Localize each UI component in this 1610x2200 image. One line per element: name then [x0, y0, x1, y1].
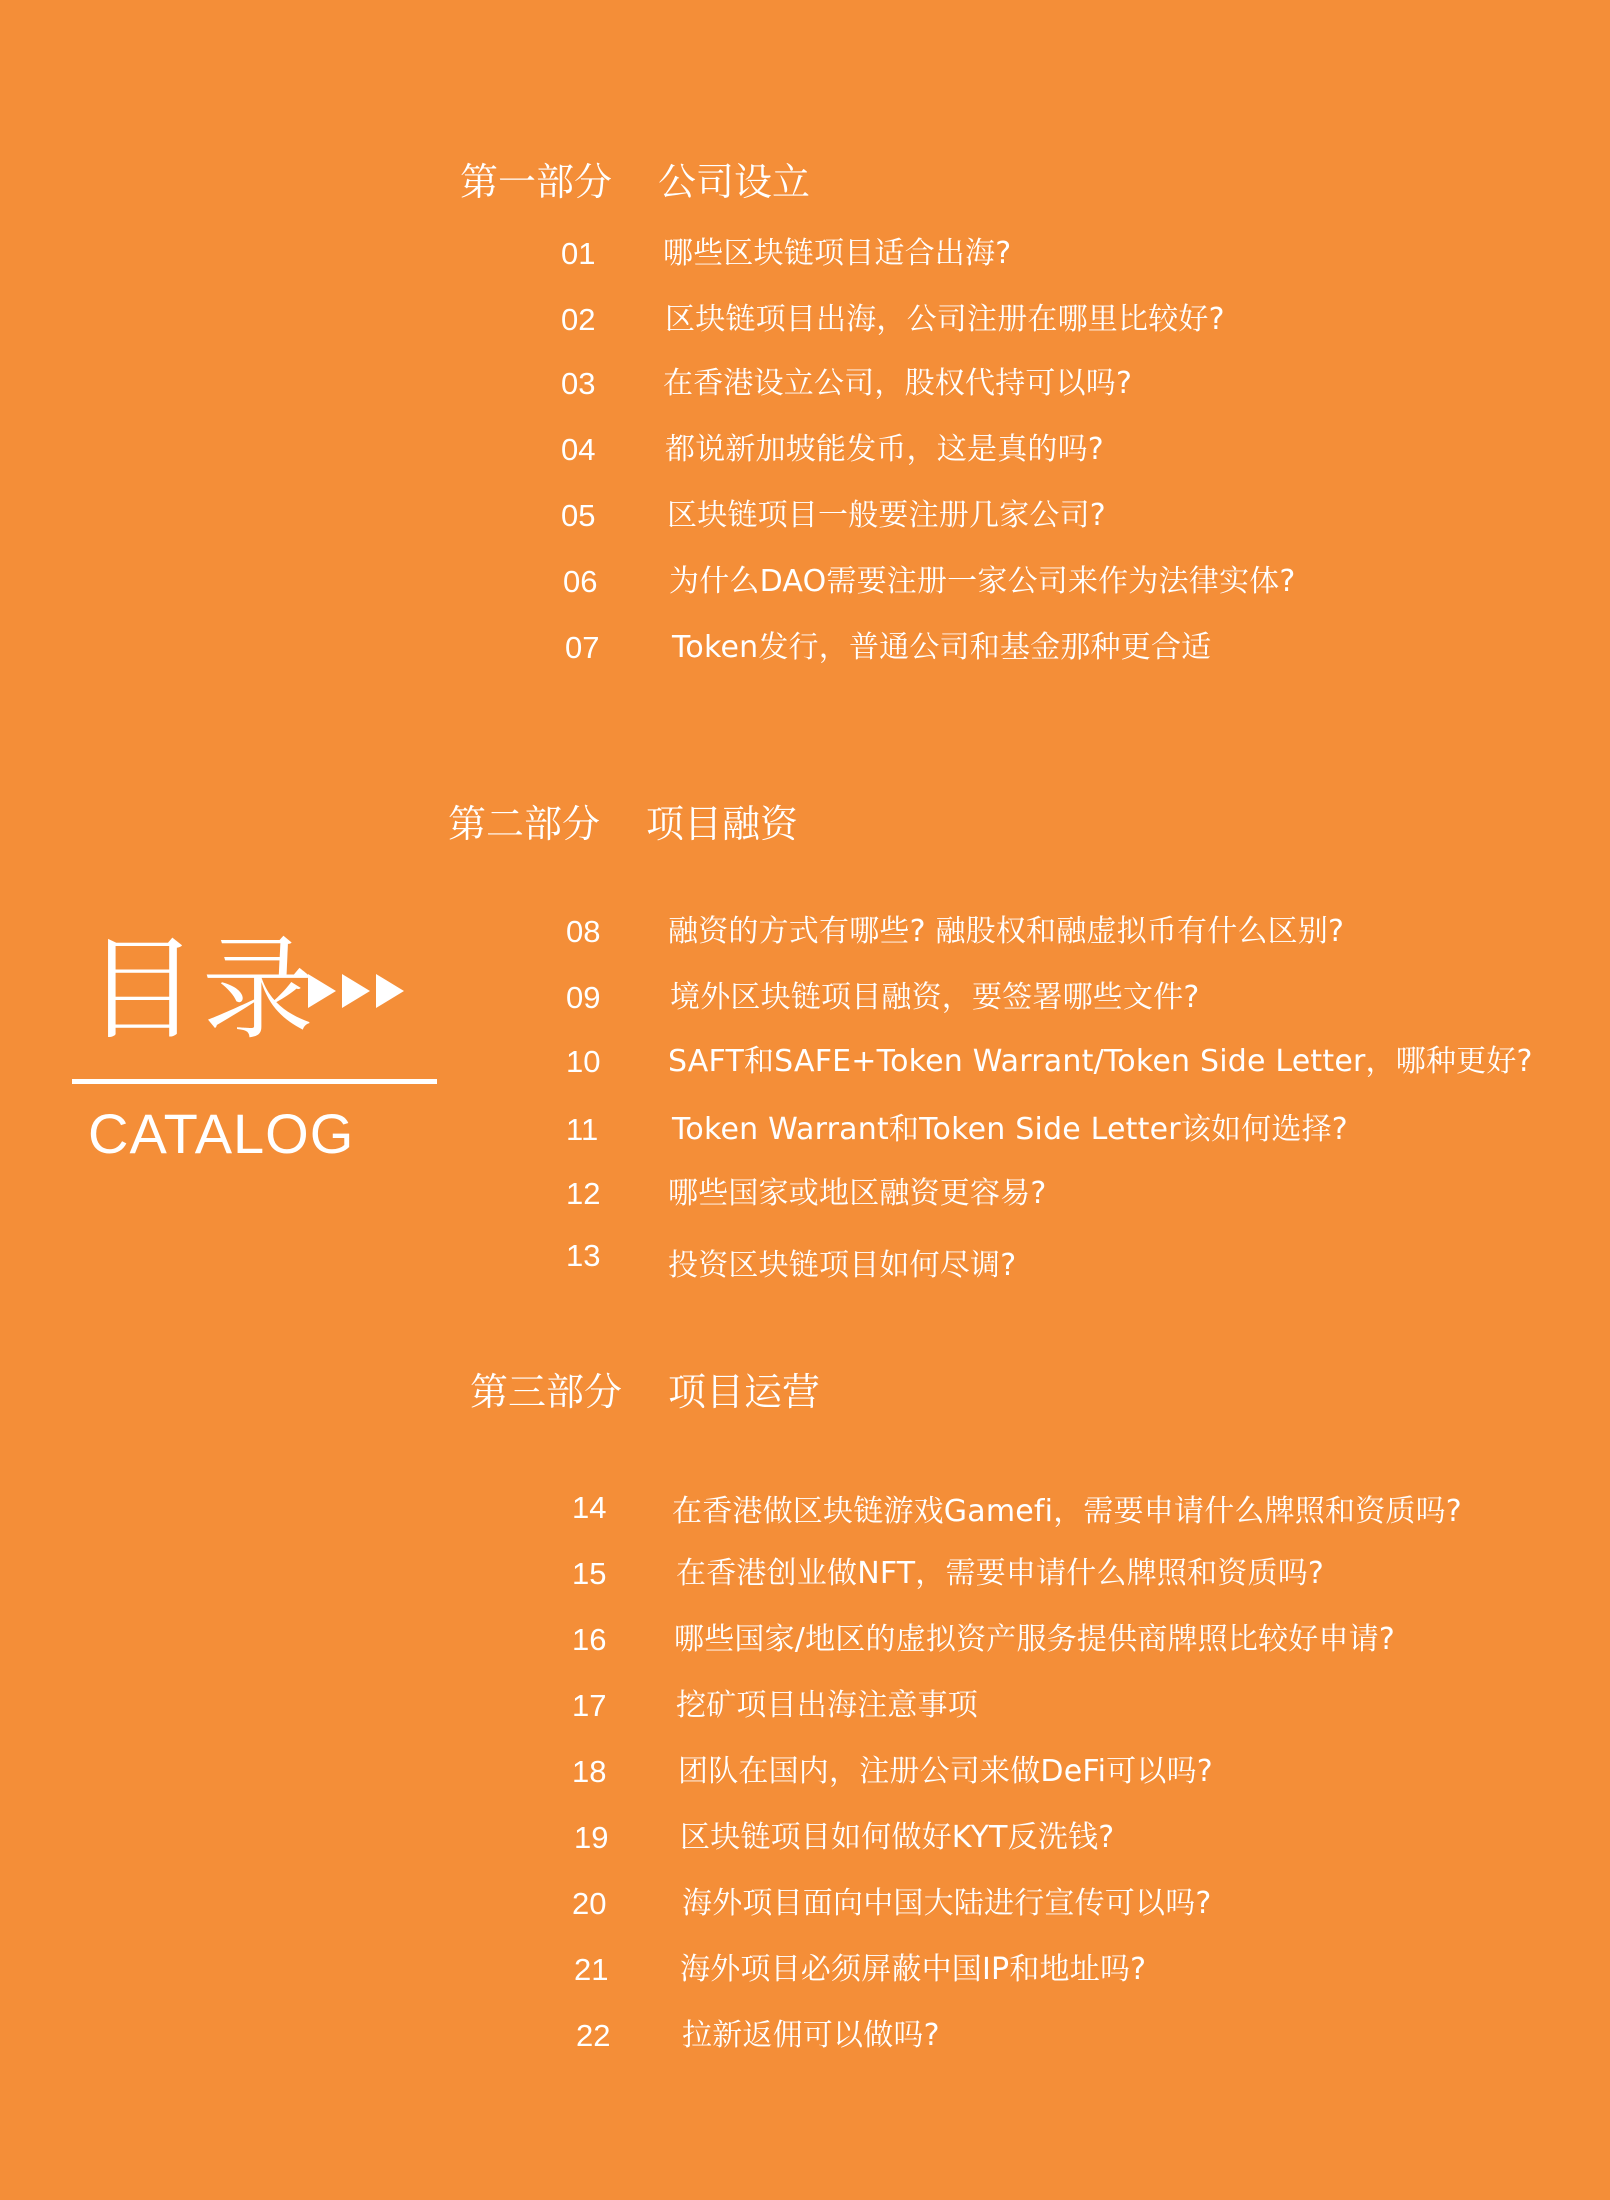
toc-item-title: 团队在国内，注册公司来做DeFi可以吗?: [678, 1754, 1213, 1789]
toc-item-number: 03: [561, 366, 596, 401]
toc-item-title: 海外项目必须屏蔽中国IP和地址吗?: [680, 1952, 1147, 1987]
toc-item-title: 挖矿项目出海注意事项: [676, 1688, 978, 1723]
section-part-label: 第二部分: [448, 802, 601, 846]
toc-item-title: Token Warrant和Token Side Letter该如何选择?: [672, 1112, 1348, 1147]
section-topic-label: 公司设立: [658, 160, 811, 204]
title-divider: [72, 1079, 437, 1084]
toc-item-title: SAFT和SAFE+Token Warrant/Token Side Letter，哪种更好?: [668, 1044, 1533, 1079]
toc-item-number: 19: [574, 1820, 609, 1855]
toc-item-number: 08: [566, 914, 601, 949]
toc-item-title: 在香港创业做NFT，需要申请什么牌照和资质吗?: [676, 1556, 1325, 1591]
triple-play-arrows-icon: [308, 974, 404, 1008]
toc-item-title: 区块链项目如何做好KYT反洗钱?: [680, 1820, 1115, 1855]
toc-item-title: 哪些国家或地区融资更容易?: [668, 1176, 1047, 1211]
toc-item-title: 拉新返佣可以做吗?: [682, 2018, 940, 2053]
toc-item-number: 09: [566, 980, 601, 1015]
section-heading-project-financing: [448, 800, 798, 848]
toc-item-number: 16: [572, 1622, 607, 1657]
toc-item-number: 18: [572, 1754, 607, 1789]
toc-item-title: 为什么DAO需要注册一家公司来作为法律实体?: [669, 564, 1296, 599]
toc-item-number: 04: [561, 432, 596, 467]
toc-item-number: 15: [572, 1556, 607, 1591]
play-arrow-icon: [308, 974, 336, 1008]
toc-item-title: 投资区块链项目如何尽调?: [668, 1248, 1017, 1283]
toc-item-title: 哪些国家/地区的虚拟资产服务提供商牌照比较好申请?: [674, 1622, 1396, 1657]
toc-item-title: 都说新加坡能发币，这是真的吗?: [665, 432, 1104, 467]
toc-item-number: 01: [561, 236, 596, 271]
section-part-label: 第一部分: [460, 160, 613, 204]
toc-item-title: 融资的方式有哪些? 融股权和融虚拟币有什么区别?: [668, 914, 1345, 949]
catalog-title: 目录: [86, 925, 318, 1055]
toc-item-number: 07: [565, 630, 600, 665]
play-arrow-icon: [376, 974, 404, 1008]
section-heading-company-setup: [460, 158, 810, 206]
toc-item-number: 14: [572, 1490, 607, 1525]
section-topic-label: 项目融资: [646, 802, 799, 846]
toc-item-number: 10: [566, 1044, 601, 1079]
play-arrow-icon: [342, 974, 370, 1008]
toc-item-number: 05: [561, 498, 596, 533]
toc-item-title: 在香港设立公司，股权代持可以吗?: [663, 366, 1133, 401]
toc-item-number: 21: [574, 1952, 609, 1987]
toc-item-title: 境外区块链项目融资，要签署哪些文件?: [670, 980, 1200, 1015]
toc-item-number: 13: [566, 1238, 601, 1273]
toc-item-number: 22: [576, 2018, 611, 2053]
toc-item-number: 02: [561, 302, 596, 337]
toc-item-number: 06: [563, 564, 598, 599]
section-part-label: 第三部分: [470, 1370, 623, 1414]
toc-item-title: 哪些区块链项目适合出海?: [663, 236, 1012, 271]
toc-item-title: 海外项目面向中国大陆进行宣传可以吗?: [682, 1886, 1212, 1921]
section-topic-label: 项目运营: [668, 1370, 821, 1414]
toc-item-number: 20: [572, 1886, 607, 1921]
catalog-subtitle: CATALOG: [88, 1102, 355, 1165]
toc-item-title: 区块链项目一般要注册几家公司?: [667, 498, 1106, 533]
section-heading-project-operations: [470, 1368, 820, 1416]
toc-item-number: 11: [566, 1112, 599, 1147]
toc-item-number: 12: [566, 1176, 601, 1211]
toc-item-title: 区块链项目出海，公司注册在哪里比较好?: [665, 302, 1225, 337]
toc-item-number: 17: [572, 1688, 607, 1723]
toc-item-title: Token发行，普通公司和基金那种更合适: [672, 630, 1212, 665]
toc-item-title: 在香港做区块链游戏Gamefi，需要申请什么牌照和资质吗?: [672, 1494, 1462, 1529]
